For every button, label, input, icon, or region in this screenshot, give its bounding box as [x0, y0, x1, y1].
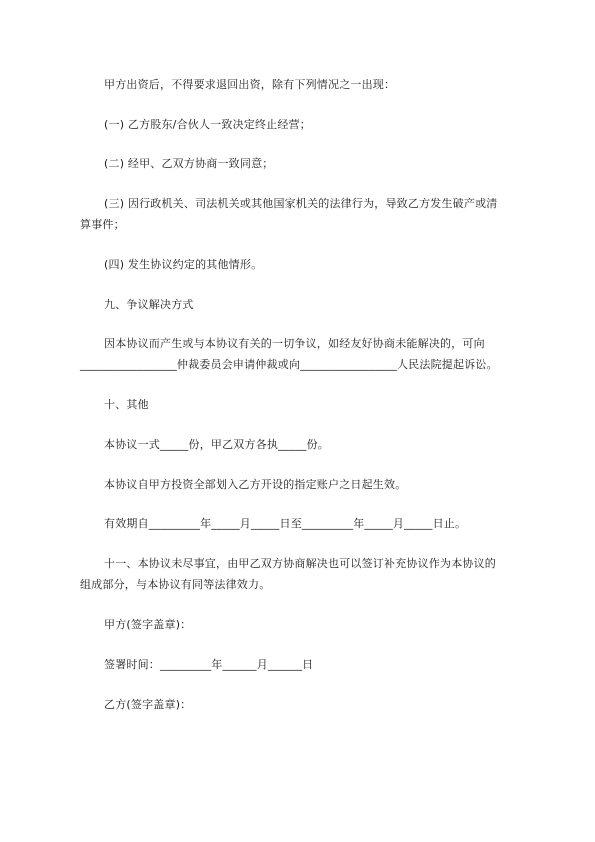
list-item-3-line-1: (三) 因行政机关、司法机关或其他国家机关的法律行为，导致乙方发生破产或清	[104, 197, 498, 210]
list-item-2: (二) 经甲、乙双方协商一致同意；	[104, 157, 274, 170]
copies-paragraph: 本协议一式_____份，甲乙双方各执_____份。	[104, 438, 329, 451]
supplement-paragraph-line-1: 十一、本协议未尽事宜，由甲乙双方协商解决也可以签订补充协议作为本协议的	[104, 557, 496, 570]
list-item-3-line-2: 算事件；	[80, 218, 125, 231]
list-item-1: (一) 乙方股东/合伙人一致决定终止经营；	[104, 118, 311, 131]
dispute-paragraph-line-1: 因本协议而产生或与本协议有关的一切争议，如经友好协商未能解决的，可向	[104, 337, 485, 350]
effective-paragraph: 本协议自甲方投资全部划入乙方开设的指定账户之日起生效。	[104, 478, 407, 491]
sign-time-line: 签署时间：_________年______月______日	[104, 658, 314, 671]
dispute-paragraph-line-2: _________________仲裁委员会申请仲裁或向_________________人民法院提起诉讼。	[80, 358, 498, 371]
list-item-4: (四) 发生协议约定的其他情形。	[104, 258, 263, 271]
paragraph-capital-withdrawal: 甲方出资后，不得要求退回出资，除有下列情况之一出现：	[104, 78, 396, 91]
section-heading-9: 九、争议解决方式	[104, 298, 194, 311]
party-a-signature-label: 甲方(签字盖章)：	[104, 618, 192, 631]
supplement-paragraph-line-2: 组成部分，与本协议有同等法律效力。	[80, 578, 271, 591]
section-heading-10: 十、其他	[104, 398, 149, 411]
party-b-signature-label: 乙方(签字盖章)：	[104, 698, 192, 711]
validity-period-paragraph: 有效期自_________年_____月_____日至_________年_____月_____日止。	[104, 517, 467, 530]
